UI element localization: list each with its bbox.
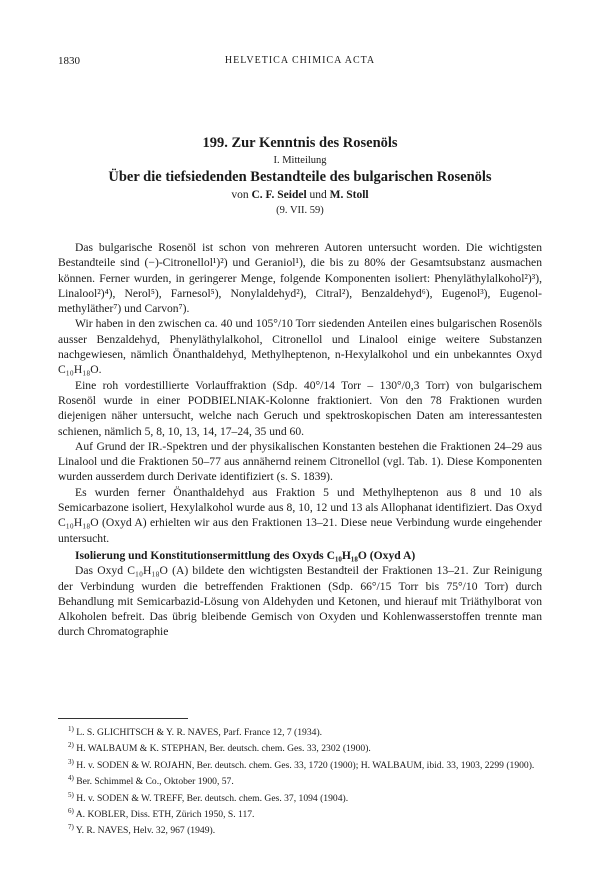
authors-von: von xyxy=(231,189,249,201)
footnote-text: Y. R. NAVES, Helv. 32, 967 (1949). xyxy=(75,825,216,837)
running-header xyxy=(58,55,542,69)
footnote-mark: 7) xyxy=(68,823,74,832)
article-body xyxy=(58,240,542,640)
footnote xyxy=(58,805,542,821)
section-heading: Isolierung und Konstitutionsermittlung des Oxyds C₁₀H₁₈O (Oxyd A) xyxy=(75,548,416,562)
footnote-text: L. S. GLICHITSCH & Y. R. NAVES, Parf. France 12, 7 (1934). xyxy=(76,727,323,739)
paragraph: Auf Grund der IR.-Spektren und der physikalischen Konstanten bestehen die Fraktionen 24–29 aus Linalool und die Fraktionen 50–77 aus annähernd reinem Citronellol (vgl. Tab. 1). Diese Komponenten wurden ausserdem durch Derivate identifiziert (s. S. 1839). xyxy=(58,439,542,484)
footnote-divider xyxy=(58,718,188,719)
footnote-mark: 1) xyxy=(68,725,74,733)
footnote-mark: 4) xyxy=(68,774,74,783)
footnote xyxy=(58,739,542,755)
article-title-block xyxy=(58,134,542,218)
footnote-text: H. v. SODEN & W. ROJAHN, Ber. deutsch. chem. Ges. 33, 1720 (1900); H. WALBAUM, ibid. 33, 1903, 2299 (1900). xyxy=(76,759,535,771)
footnote-mark: 3) xyxy=(68,757,74,766)
footnote xyxy=(58,821,542,837)
author-1: C. F. Seidel xyxy=(251,189,307,201)
paragraph: Wir haben in den zwischen ca. 40 und 105°/10 Torr siedenden Anteilen eines bulgarischen Rosenöls ausser Benzaldehyd, Phenyläthylalkohol, Citronellol und Linalool einige weitere Substanzen nachgewiesen, nämlich Önanthaldehyd, Methylheptenon, n-Hexylalkohol und ein unbekanntes Oxyd C₁₀H₁₈O. xyxy=(58,317,542,377)
footnotes xyxy=(58,723,542,838)
footnote xyxy=(58,789,542,805)
article-subtitle: Über die tiefsiedenden Bestandteile des bulgarischen Rosenöls xyxy=(108,169,492,185)
paragraph: Das bulgarische Rosenöl ist schon von mehreren Autoren untersucht worden. Die wichtigsten Bestandteile sind (−)-Citronellol¹)²) und Geraniol¹), die bis zu 80% der Gesamtsubstanz ausmachen können. Ferner wurden, in geringerer Menge, folgende Komponenten isoliert: Phenyläthylalkohol²)³), Linalool²)⁴), Nerol⁵), Farnesol⁵), Nonylaldehyd²), Citral²), Benzaldehyd⁶), Eugenol³), Eugenol-methyläther⁷) und Carvon⁷). xyxy=(58,241,542,316)
footnote xyxy=(58,756,542,772)
journal-name: HELVETICA CHIMICA ACTA xyxy=(224,55,376,66)
footnote-mark: 2) xyxy=(68,741,74,750)
footnote-mark: 6) xyxy=(68,806,74,815)
article-part: I. Mitteilung xyxy=(273,155,327,166)
paragraph: Es wurden ferner Önanthaldehyd aus Fraktion 5 und Methylheptenon aus 8 und 10 als Semicarbazone isoliert, Hexylalkohol wurde aus 8, 10, 12 und 13 als Allophanat identifiziert. Das Oxyd C₁₀H₁₈O (Oxyd A) erhielten wir aus den Fraktionen 13–21. Diese neue Verbindung wurde eingehender untersucht. xyxy=(58,485,542,545)
paragraph: Das Oxyd C₁₀H₁₈O (A) bildete den wichtigsten Bestandteil der Fraktionen 13–21. Zur Reinigung der Verbindung wurden die betreffenden Fraktionen (Sdp. 66°/15 Torr bis 75°/10 Torr) durch Behandlung mit Semicarbazid-Lösung von Aldehyden und Ketonen, und hierauf mit Triäthylborat von Alkoholen befreit. Das übrig bleibende Gemisch von Oxyden und Kohlenwasserstoffen trennte man durch Chromatographie xyxy=(58,564,542,639)
authors-und: und xyxy=(309,189,327,201)
paragraph: Eine roh vordestillierte Vorlauffraktion (Sdp. 40°/14 Torr – 130°/0,3 Torr) von bulgarischem Rosenöl wurde in einer PODBIELNIAK-Kolonne fraktioniert. Von den 78 Fraktionen wurden diejenigen näher untersucht, welche nach Geruch und spektroskopischen Daten am interessantesten schienen, nämlich 5, 8, 10, 13, 14, 17–24, 35 und 60. xyxy=(58,378,542,438)
author-2: M. Stoll xyxy=(329,189,369,201)
footnote-text: H. v. SODEN & W. TREFF, Ber. deutsch. chem. Ges. 37, 1094 (1904). xyxy=(76,792,349,804)
received-date: (9. VII. 59) xyxy=(276,205,324,216)
article-authors xyxy=(58,187,542,203)
footnote-text: A. KOBLER, Diss. ETH, Zürich 1950, S. 117. xyxy=(75,809,255,821)
footnote-text: H. WALBAUM & K. STEPHAN, Ber. deutsch. chem. Ges. 33, 2302 (1900). xyxy=(76,743,371,755)
footnote xyxy=(58,723,542,739)
footnote-mark: 5) xyxy=(68,790,74,799)
footnote-text: Ber. Schimmel & Co., Oktober 1900, 57. xyxy=(76,776,234,788)
footnote xyxy=(58,772,542,788)
page-number: 1830 xyxy=(58,55,80,67)
article-title: 199. Zur Kenntnis des Rosenöls xyxy=(202,135,398,151)
